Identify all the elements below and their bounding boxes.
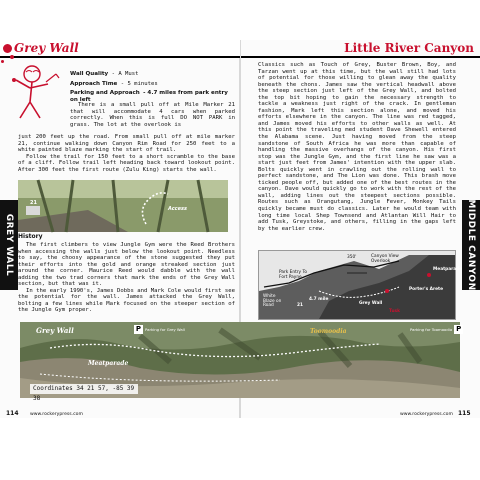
photo-mile-marker-label: 21	[30, 200, 37, 206]
ink-splatter	[1, 60, 4, 63]
section-tab-left: GREY WALL	[0, 200, 18, 290]
approach-time-label: Approach Time	[70, 80, 118, 87]
left-page-header	[0, 40, 240, 58]
parking-text-full	[18, 134, 235, 173]
pano-meatparade-label: Meatparade	[88, 360, 129, 367]
parking-icon: P	[135, 325, 142, 333]
photo-access-label: Access	[168, 206, 187, 212]
coordinates-box: Coordinates 34 21 57, -85 39 38	[30, 384, 138, 394]
parking-paragraph-c: Follow the trail for 150 feet to a short scramble to the base of a cliff. Follow trail left heading back toward lookout point. After 300 feet the first route (Zulu King) starts the wall.	[18, 153, 235, 173]
pano-grey-wall-label: Grey Wall	[36, 326, 74, 335]
map-white-blaze: White Blaze on Road	[263, 294, 282, 309]
parking-approach-label: Parking and Approach	[70, 90, 140, 97]
map-mile-marker: 21	[297, 303, 303, 308]
parking-paragraph-a: There is a small pull off at Mile Marker 21 that will accommodate 4 cars when parked correctly. When this is full DO NOT PARK in grass. The lot at the overlook is	[70, 102, 235, 128]
section-tab-right: MIDDLE CANYON	[462, 200, 480, 290]
ink-splatter	[10, 55, 14, 59]
right-paragraph: Classics such as Touch of Grey, Buster Brown, Boy, and Tarzan went up at this time, but the wall still had lots of potential for those willing to glean away the quality beneath the chons. James saw the vertical headwall above the steep section just left of the Grey Wall, and bolted the top bit hoping to gain the necessary strength to tackle a weakness just right of the crack. In gentleman fashion, Mark left this section alone, and moved his efforts elsewhere in the canyon. The line was red tagged, and James moved his efforts to other walls as well. At this point the traveling med student Dave Shewell entered the Alabama scene. Just having moved from the steep sandstone of South Africa he was more than capable of handling the massive overhangs of the canyon. His first stop was the Jungle Gym, and the first line he saw was a start just feet from James' intention with the upper slab. Bolts quickly went in crawling out the rolling wall to perfect sandstone, and The Lion was done. This brash move ticked people off, but added one of the best routes in the canyon. Dave would quickly go to work with the rest of the wall, adding lines out the steepest sections possible. Routes such as Orangutang, Jungle Fever, Monkey Tails quickly became must do classics. Later he would team with long time local Shep Townsend and Atlantan Will Hair to add Tusk, Greystoke, and others, filling in the gaps left by the earlier crew.	[258, 62, 456, 232]
parking-text-indented	[70, 102, 235, 128]
parking-paragraph-b: just 200 feet up the road. From small pull off at mile marker 21, continue walking down Canyon Rim Road for 250 feet to a white painted blaze marking the start of trail.	[18, 134, 235, 154]
history-text	[18, 242, 235, 314]
map-canyon-view-overlook: Canyon View Overlook	[371, 254, 399, 264]
map-meatparade: Meatparade	[433, 267, 463, 272]
right-footer-url: www.rockerypress.com	[400, 412, 453, 417]
pano-toomoodia-label: Toomoodia	[310, 328, 347, 335]
left-page-number: 114	[6, 410, 19, 417]
ink-splatter	[3, 44, 12, 53]
map-grey-wall: Grey Wall	[359, 301, 383, 306]
map-porters-arete: Porter's Arete	[409, 287, 444, 292]
right-page-header	[241, 40, 480, 58]
right-page-number: 115	[458, 410, 471, 417]
left-page-title: Grey Wall	[14, 41, 79, 55]
parking-icon: P	[456, 325, 462, 333]
approach-map	[258, 250, 463, 320]
wall-quality-label: Wall Quality	[70, 71, 109, 77]
parking-marker-toomoodia	[410, 324, 463, 334]
left-footer-url: www.rockerypress.com	[30, 412, 83, 417]
right-body-text	[258, 62, 456, 232]
wall-quality-value: - A Must	[111, 71, 139, 77]
parking-toomoodia-text: Parking for Toomoodia	[410, 326, 453, 332]
approach-photo	[18, 180, 228, 232]
climber-sketch-illustration	[6, 60, 62, 122]
map-tusk: Tusk	[389, 309, 400, 314]
parking-marker-grey-wall	[134, 324, 185, 334]
right-page-title: Little River Canyon	[344, 41, 474, 55]
map-scale: 350'	[347, 255, 357, 260]
history-paragraph-2: In the early 1990's, James Dobbs and Mark Cole would first see the potential for the wall. James attacked the Grey Wall, bolting a few lines while Mark focused on the steeper section of the Jungle Gym proper.	[18, 287, 235, 314]
history-paragraph-1: The first climbers to view Jungle Gym were the Reed Brothers when accessing the walls just below the lookout point. Needless to say, the choosy appearance of the stone suggested they put their efforts into the gold and orange streaked section just around the corner. Maurice Reed would dabble with the wall adding the two trad corners that mark the ends of the Grey Wall section, but that was it.	[18, 242, 235, 288]
route-info-block	[70, 71, 235, 103]
map-distance: 4.7 mile	[309, 297, 329, 302]
map-park-entry: Park Entry To Fort Payne	[279, 270, 307, 280]
history-heading: History	[18, 233, 43, 240]
parking-grey-wall-text: Parking for Grey Wall	[145, 326, 185, 332]
parking-approach-value: - 4.7 miles from park entry on left	[70, 90, 228, 103]
approach-time-value: - 5 minutes	[120, 80, 158, 87]
